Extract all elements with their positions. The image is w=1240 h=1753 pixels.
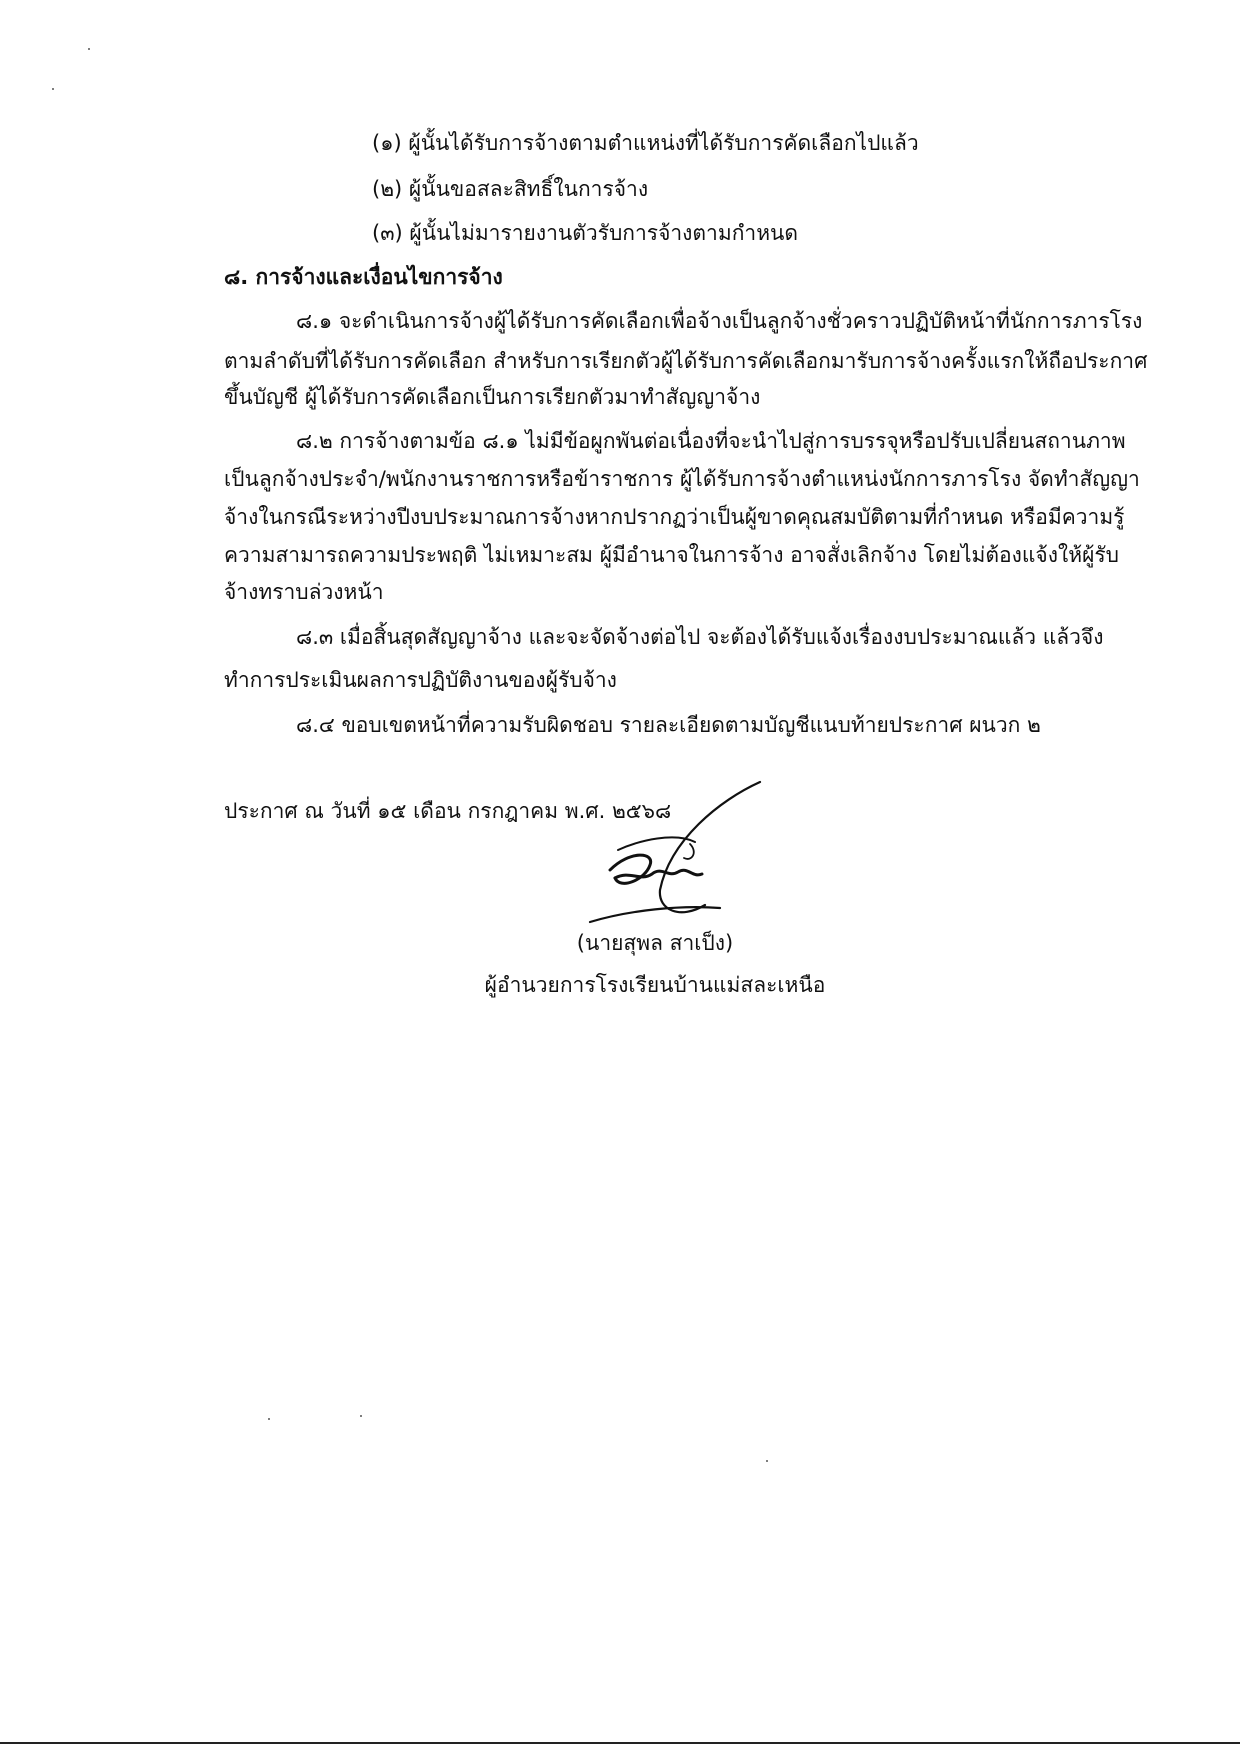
paragraph-8-2-line: จ้างในกรณีระหว่างปีงบประมาณการจ้างหากปรากฏว่าเป็นผู้ขาดคุณสมบัติตามที่กำหนด หรือมีความรู้	[224, 505, 1125, 529]
paragraph-8-3-line: ๘.๓ เมื่อสิ้นสุดสัญญาจ้าง และจะจัดจ้างต่อไป จะต้องได้รับแจ้งเรื่องงบประมาณแล้ว แล้วจึง	[296, 625, 1104, 649]
paragraph-8-2-line: จ้างทราบล่วงหน้า	[224, 580, 384, 604]
section-8-heading: ๘. การจ้างและเงื่อนไขการจ้าง	[224, 265, 503, 289]
scan-speck	[52, 88, 54, 90]
paragraph-8-2-line: เป็นลูกจ้างประจำ/พนักงานราชการหรือข้าราชการ ผู้ได้รับการจ้างตำแหน่งนักการภารโรง จัดทำสัญญา	[224, 467, 1140, 491]
announcement-date: ประกาศ ณ วันที่ ๑๕ เดือน กรกฎาคม พ.ศ. ๒๕๖๘	[224, 799, 672, 823]
paragraph-8-4: ๘.๔ ขอบเขตหน้าที่ความรับผิดชอบ รายละเอียดตามบัญชีแนบท้ายประกาศ ผนวก ๒	[296, 713, 1041, 737]
scan-speck	[88, 48, 90, 50]
scan-speck	[766, 1460, 768, 1462]
condition-item-3: (๓) ผู้นั้นไม่มารายงานตัวรับการจ้างตามกำหนด	[372, 221, 799, 245]
signatory-name: (นายสุพล สาเป็ง)	[576, 931, 734, 955]
scan-speck	[268, 1418, 270, 1420]
paragraph-8-1-line: ตามลำดับที่ได้รับการคัดเลือก สำหรับการเรียกตัวผู้ได้รับการคัดเลือกมารับการจ้างครั้งแรกให้ถือประกาศ	[224, 349, 1148, 373]
paragraph-8-3-line: ทำการประเมินผลการปฏิบัติงานของผู้รับจ้าง	[224, 668, 617, 692]
paragraph-8-2-line: ความสามารถความประพฤติ ไม่เหมาะสม ผู้มีอำนาจในการจ้าง อาจสั่งเลิกจ้าง โดยไม่ต้องแจ้งให้ผู้รับ	[224, 543, 1119, 567]
condition-item-1: (๑) ผู้นั้นได้รับการจ้างตามตำแหน่งที่ได้รับการคัดเลือกไปแล้ว	[372, 131, 919, 155]
paragraph-8-1-line: ขึ้นบัญชี ผู้ได้รับการคัดเลือกเป็นการเรียกตัวมาทำสัญญาจ้าง	[224, 385, 761, 409]
scan-speck	[360, 1415, 362, 1417]
handwritten-signature	[570, 770, 790, 940]
scan-bottom-edge	[0, 1742, 1240, 1744]
condition-item-2: (๒) ผู้นั้นขอสละสิทธิ์ในการจ้าง	[372, 177, 649, 201]
signatory-position: ผู้อำนวยการโรงเรียนบ้านแม่สละเหนือ	[484, 973, 826, 997]
paragraph-8-2-line: ๘.๒ การจ้างตามข้อ ๘.๑ ไม่มีข้อผูกพันต่อเนื่องที่จะนำไปสู่การบรรจุหรือปรับเปลี่ยนสถานภาพ	[296, 429, 1126, 453]
paragraph-8-1-line: ๘.๑ จะดำเนินการจ้างผู้ได้รับการคัดเลือกเพื่อจ้างเป็นลูกจ้างชั่วคราวปฏิบัติหน้าที่นักการภารโรง	[296, 309, 1143, 333]
